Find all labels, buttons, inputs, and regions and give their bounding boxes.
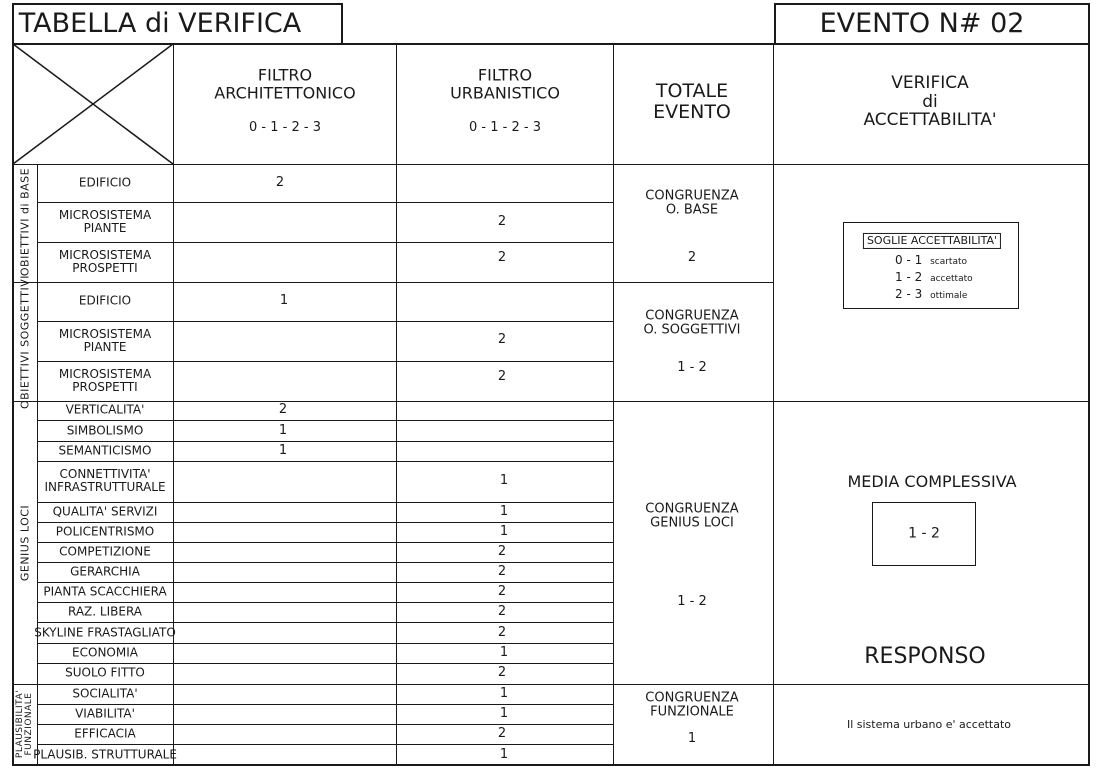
threshold-line (895, 287, 967, 301)
col-divider-arch (396, 43, 397, 765)
group-separator (12, 401, 1089, 402)
urb-value: 1 (499, 644, 509, 660)
threshold-range: 1 - 2 (895, 270, 923, 284)
row-label: ECONOMIA (72, 645, 138, 660)
row-label: EDIFICIO (78, 175, 132, 190)
row-label: SEMANTICISMO (58, 443, 152, 458)
threshold-label: ottimale (930, 291, 968, 301)
row-line (38, 441, 613, 442)
category-label-genius-loci: GENIUS LOCI (18, 504, 32, 582)
thresholds-title: SOGLIE ACCETTABILITA' (863, 233, 1001, 249)
urb-value: 2 (497, 603, 507, 619)
row-line (38, 643, 613, 644)
urb-value: 2 (497, 583, 507, 599)
arch-value: 1 (279, 292, 289, 308)
urb-value: 2 (497, 368, 507, 384)
urb-value: 2 (497, 664, 507, 680)
threshold-line (895, 253, 967, 267)
urb-value: 2 (497, 331, 507, 347)
threshold-range: 0 - 1 (895, 253, 923, 267)
threshold-line (895, 270, 973, 284)
row-line (38, 562, 613, 563)
col-divider-total (773, 43, 774, 765)
row-line (38, 461, 613, 462)
header-verify: VERIFICA di ACCETTABILITA' (863, 72, 997, 131)
row-label: GERARCHIA (70, 564, 140, 579)
col-divider-header (173, 43, 174, 765)
arch-value: 2 (275, 174, 285, 190)
header-separator (12, 164, 1089, 165)
row-label: QUALITA' SERVIZI (52, 504, 158, 519)
row-line (38, 522, 613, 523)
row-label: PLAUSIB. STRUTTURALE (33, 747, 177, 762)
threshold-range: 2 - 3 (895, 287, 923, 301)
row-line (38, 242, 613, 243)
total-value: 1 - 2 (677, 593, 707, 609)
urb-value: 2 (497, 543, 507, 559)
row-label: SOCIALITA' (72, 686, 138, 701)
total-value: 1 (687, 730, 697, 746)
group-separator (12, 684, 1089, 685)
total-label: CONGRUENZA O. BASE (645, 188, 739, 218)
row-line (38, 361, 613, 362)
row-label: COMPETIZIONE (59, 544, 151, 559)
header-arch-scale: 0 - 1 - 2 - 3 (249, 119, 321, 135)
urb-value: 1 (499, 705, 509, 721)
row-line (38, 622, 613, 623)
result-text: Il sistema urbano e' accettato (846, 717, 1012, 731)
total-value: 1 - 2 (677, 359, 707, 375)
row-label: RAZ. LIBERA (67, 604, 143, 619)
row-label: VIABILITA' (75, 706, 135, 721)
category-label-funzionale: PLAUSIBILITA' FUNZIONALE (15, 689, 34, 759)
urb-value: 1 (499, 685, 509, 701)
media-value: 1 - 2 (908, 525, 940, 542)
col-divider-category (37, 164, 38, 765)
urb-value: 2 (497, 725, 507, 741)
urb-value: 2 (497, 563, 507, 579)
header-urb-filter: FILTRO URBANISTICO (450, 65, 560, 102)
total-label: CONGRUENZA FUNZIONALE (645, 690, 739, 720)
header-urb-scale: 0 - 1 - 2 - 3 (469, 119, 541, 135)
event-number: EVENTO N# 02 (819, 8, 1025, 40)
row-label: SIMBOLISMO (66, 423, 144, 438)
row-label: VERTICALITA' (65, 402, 145, 417)
header-total: TOTALE EVENTO (653, 80, 731, 123)
row-label: MICROSISTEMA PROSPETTI (58, 247, 152, 275)
row-label: PIANTA SCACCHIERA (43, 584, 167, 599)
header-arch-filter: FILTRO ARCHITETTONICO (214, 65, 356, 102)
row-line (38, 663, 613, 664)
col-divider-urb (613, 43, 614, 765)
media-label: MEDIA COMPLESSIVA (847, 472, 1017, 492)
arch-value: 2 (278, 401, 288, 417)
row-line (38, 321, 613, 322)
row-label: POLICENTRISMO (55, 524, 155, 539)
total-label: CONGRUENZA O. SOGGETTIVI (643, 308, 741, 338)
total-value: 2 (687, 249, 697, 265)
row-label: EDIFICIO (78, 293, 132, 308)
urb-value: 1 (499, 523, 509, 539)
urb-value: 1 (499, 746, 509, 762)
urb-value: 1 (499, 472, 509, 488)
row-line (38, 202, 613, 203)
urb-value: 2 (497, 213, 507, 229)
row-line (38, 420, 613, 421)
row-line (38, 542, 613, 543)
urb-value: 1 (499, 503, 509, 519)
category-label-base: OBIETTIVI di BASE (18, 167, 32, 277)
threshold-label: scartato (930, 257, 967, 267)
urb-value: 2 (497, 249, 507, 265)
row-line (38, 582, 613, 583)
row-label: SKYLINE FRASTAGLIATO (34, 625, 176, 640)
row-line (38, 602, 613, 603)
total-label: CONGRUENZA GENIUS LOCI (645, 501, 739, 531)
row-line (38, 744, 613, 745)
row-line (38, 704, 613, 705)
threshold-label: accettato (930, 274, 973, 284)
urb-value: 2 (497, 624, 507, 640)
group-separator (12, 282, 774, 283)
row-label: MICROSISTEMA PIANTE (58, 326, 152, 354)
row-label: MICROSISTEMA PIANTE (58, 207, 152, 235)
category-label-soggettivi: OBIETTIVI SOGGETTIVI (18, 274, 32, 410)
row-line (38, 502, 613, 503)
page-title: TABELLA di VERIFICA (18, 8, 302, 40)
row-label: CONNETTIVITA' INFRASTRUTTURALE (44, 466, 166, 494)
responso-label: RESPONSO (864, 643, 986, 669)
row-label: SUOLO FITTO (65, 665, 145, 680)
row-line (38, 724, 613, 725)
arch-value: 1 (278, 442, 288, 458)
row-label: EFFICACIA (74, 726, 136, 741)
arch-value: 1 (278, 422, 288, 438)
row-label: MICROSISTEMA PROSPETTI (58, 366, 152, 394)
